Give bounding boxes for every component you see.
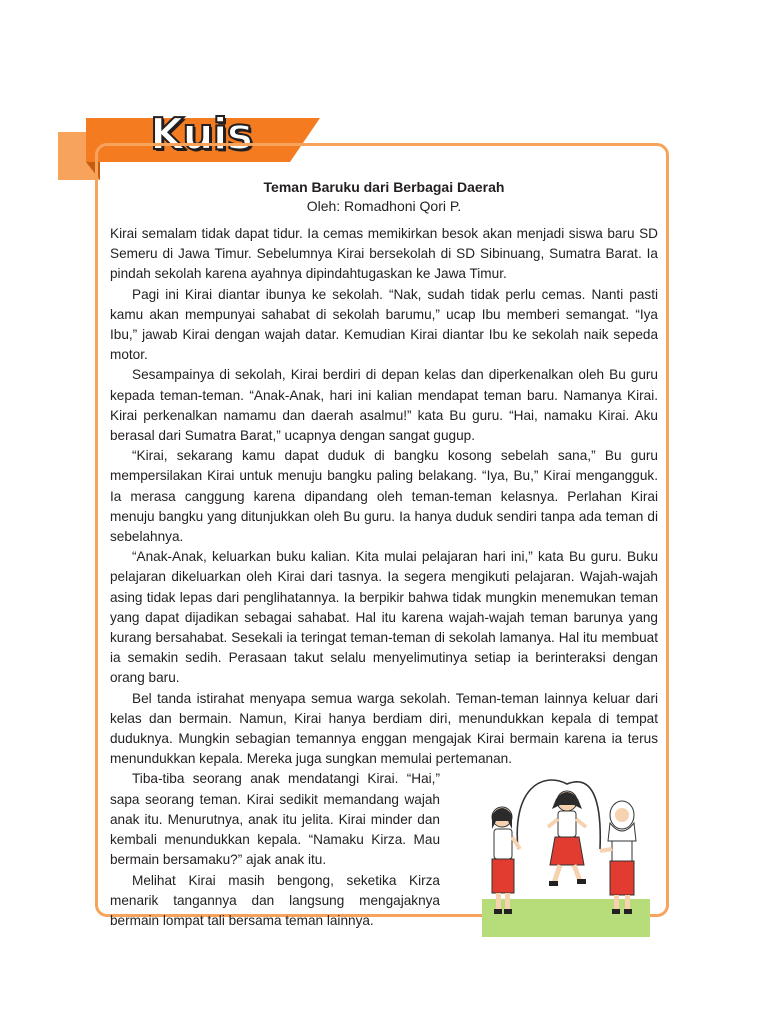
illustrated-section [110,769,658,931]
story-paragraph: Tiba-tiba seorang anak mendatangi Kirai. “Hai,” sapa seorang teman. Kirai sedikit memandang wajah anak itu. Menurutnya, anak itu jelita. Kirai minder dan kembali menundukkan kepala. “Namaku Kirza. Mau bermain bersamaku?” ajak anak itu. [110,771,440,868]
story-content [110,178,658,931]
story-paragraph: Bel tanda istirahat menyapa semua warga sekolah. Teman-teman lainnya keluar dari kelas dan bermain. Namun, Kirai hanya berdiam diri, menundukkan kepala di tempat duduknya. Mungkin sebagian temannya enggan mengajak Kirai bermain karena ia terus menundukkan kepala. Mereka juga sungkan memulai pertemanan. [110,690,658,767]
story-paragraph: Kirai semalam tidak dapat tidur. Ia cemas memikirkan besok akan menjadi siswa baru SD Semeru di Jawa Timur. Sebelumnya Kirai bersekolah di SD Sibinuang, Sumatra Barat. Ia pindah sekolah karena ayahnya dipindahtugaskan ke Jawa Timur. [110,226,658,282]
story-paragraph: “Kirai, sekarang kamu dapat duduk di bangku kosong sebelah sana,” Bu guru mempersilakan Kirai untuk menuju bangku paling belakang. “Iya, Bu,” Kirai mengangguk. Ia merasa canggung karena dipandang oleh teman-teman kelasnya. Perlahan Kirai menuju bangku yang ditunjukkan oleh Bu guru. Ia hanya duduk sendiri tanpa ada teman di sebelahnya. [110,448,658,545]
story-paragraph: “Anak-Anak, keluarkan buku kalian. Kita mulai pelajaran hari ini,” kata Bu guru. Buku pelajaran dikeluarkan oleh Kirai dari tasnya. Ia segera mengikuti pelajaran. Wajah-wajah asing tidak lepas dari penglihatannya. Ia berpikir bahwa tidak mungkin menemukan teman yang dapat dijadikan sebagai sahabat. Hal itu karena wajah-wajah teman barunya yang kurang bersahabat. Sesekali ia teringat teman-teman di sekolah lamanya. Hal itu membuat ia semakin sedih. Perasaan takut selalu menyelimutinya setiap ia berinteraksi dengan orang baru. [110,549,658,686]
quiz-title: Kuis [150,109,252,160]
story-paragraph: Pagi ini Kirai diantar ibunya ke sekolah. “Nak, sudah tidak perlu cemas. Nanti pasti kamu akan mempunyai sahabat di sekolah barumu,” ucap Ibu memberi semangat. “Iya Ibu,” jawab Kirai dengan wajah datar. Kemudian Kirai diantar Ibu ke sekolah naik sepeda motor. [110,286,658,363]
story-paragraph: Sesampainya di sekolah, Kirai berdiri di depan kelas dan diperkenalkan oleh Bu guru kepada teman-teman. “Anak-Anak, hari ini kalian mendapat teman baru. Namanya Kirai. Kirai perkenalkan namamu dan daerah asalmu!” kata Bu guru. “Hai, namaku Kirai. Aku berasal dari Sumatra Barat,” ucapnya dengan sangat gugup. [110,367,658,444]
story-title: Teman Baruku dari Berbagai Daerah [263,179,505,195]
story-author: Oleh: Romadhoni Qori P. [306,198,462,214]
story-paragraph: Melihat Kirai masih bengong, seketika Kirza menarik tangannya dan langsung mengajaknya bermain lompat tali bersama teman lainnya. [110,872,440,928]
jump-rope-illustration [482,779,652,939]
